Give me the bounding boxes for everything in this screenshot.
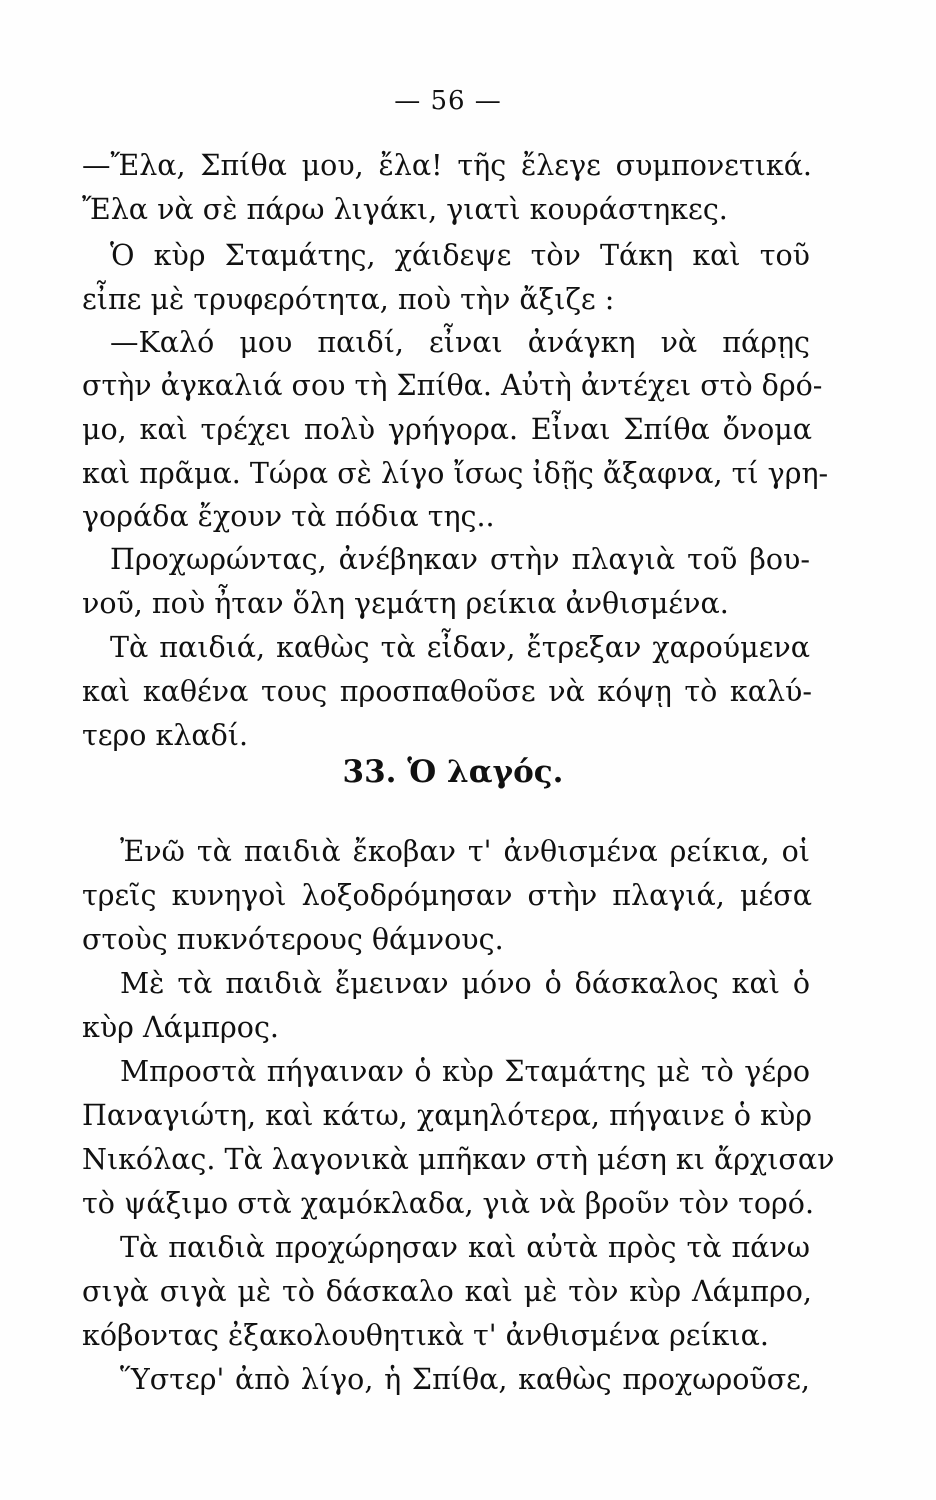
text-line: Τὰ παιδιά, καθὼς τὰ εἶδαν, ἔτρεξαν χαρούμενα [110,631,810,664]
text-line: νοῦ, ποὺ ἦταν ὅλη γεμάτη ρείκια ἀνθισμένα. [82,587,729,620]
text-line: τρεῖς κυνηγοὶ λοξοδρόμησαν στὴν πλαγιά, μέσα [82,879,812,912]
text-line: σιγὰ σιγὰ μὲ τὸ δάσκαλο καὶ μὲ τὸν κὺρ Λάμπρο, [82,1275,812,1308]
text-line: κόβοντας ἐξακολουθητικὰ τ' ἀνθισμένα ρείκια. [82,1319,769,1352]
text-line: στοὺς πυκνότερους θάμνους. [82,923,504,956]
text-line: εἶπε μὲ τρυφερότητα, ποὺ τὴν ἄξιζε : [82,283,615,316]
text-line: γοράδα ἔχουν τὰ πόδια της.. [82,500,495,533]
text-line: καὶ καθένα τους προσπαθοῦσε νὰ κόψῃ τὸ καλύ- [82,675,812,708]
text-line: καὶ πρᾶμα. Τώρα σὲ λίγο ἴσως ἰδῇς ἄξαφνα, τί γρη- [82,457,829,490]
text-line: μο, καὶ τρέχει πολὺ γρήγορα. Εἶναι Σπίθα ὄνομα [82,413,812,446]
page-number: — 56 — [394,86,502,116]
text-line: τὸ ψάξιμο στὰ χαμόκλαδα, γιὰ νὰ βροῦν τὸν τορό. [82,1187,815,1220]
text-line: —Ἔλα, Σπίθα μου, ἔλα! τῆς ἔλεγε συμπονετικά. [82,149,812,182]
text-line: Μπροστὰ πήγαιναν ὁ κὺρ Σταμάτης μὲ τὸ γέρο [120,1055,810,1088]
text-line: Ὁ κὺρ Σταμάτης, χάιδεψε τὸν Τάκη καὶ τοῦ [110,239,810,272]
text-line: κὺρ Λάμπρος. [82,1011,279,1044]
text-line: Ἔλα νὰ σὲ πάρω λιγάκι, γιατὶ κουράστηκες. [82,193,728,226]
section-heading: 33. Ὁ λαγός. [342,754,564,790]
text-line: Μὲ τὰ παιδιὰ ἔμειναν μόνο ὁ δάσκαλος καὶ ὁ [120,967,810,1000]
text-line: Νικόλας. Τὰ λαγονικὰ μπῆκαν στὴ μέση κι ἄρχισαν [82,1143,835,1176]
text-line: στὴν ἀγκαλιά σου τὴ Σπίθα. Αὐτὴ ἀντέχει στὸ δρό- [82,369,823,402]
text-line: Ἐνῶ τὰ παιδιὰ ἔκοβαν τ' ἀνθισμένα ρείκια, οἱ [120,835,810,868]
text-line: Προχωρώντας, ἀνέβηκαν στὴν πλαγιὰ τοῦ βου- [110,543,810,576]
text-line: —Καλό μου παιδί, εἶναι ἀνάγκη νὰ πάρῃς [110,326,810,359]
text-line: Παναγιώτη, καὶ κάτω, χαμηλότερα, πήγαινε ὁ κὺρ [82,1099,812,1132]
text-line: τερο κλαδί. [82,719,249,752]
text-line: Τὰ παιδιὰ προχώρησαν καὶ αὐτὰ πρὸς τὰ πάνω [120,1231,810,1264]
text-line: Ὕστερ' ἀπὸ λίγο, ἡ Σπίθα, καθὼς προχωροῦσε, [120,1363,810,1396]
